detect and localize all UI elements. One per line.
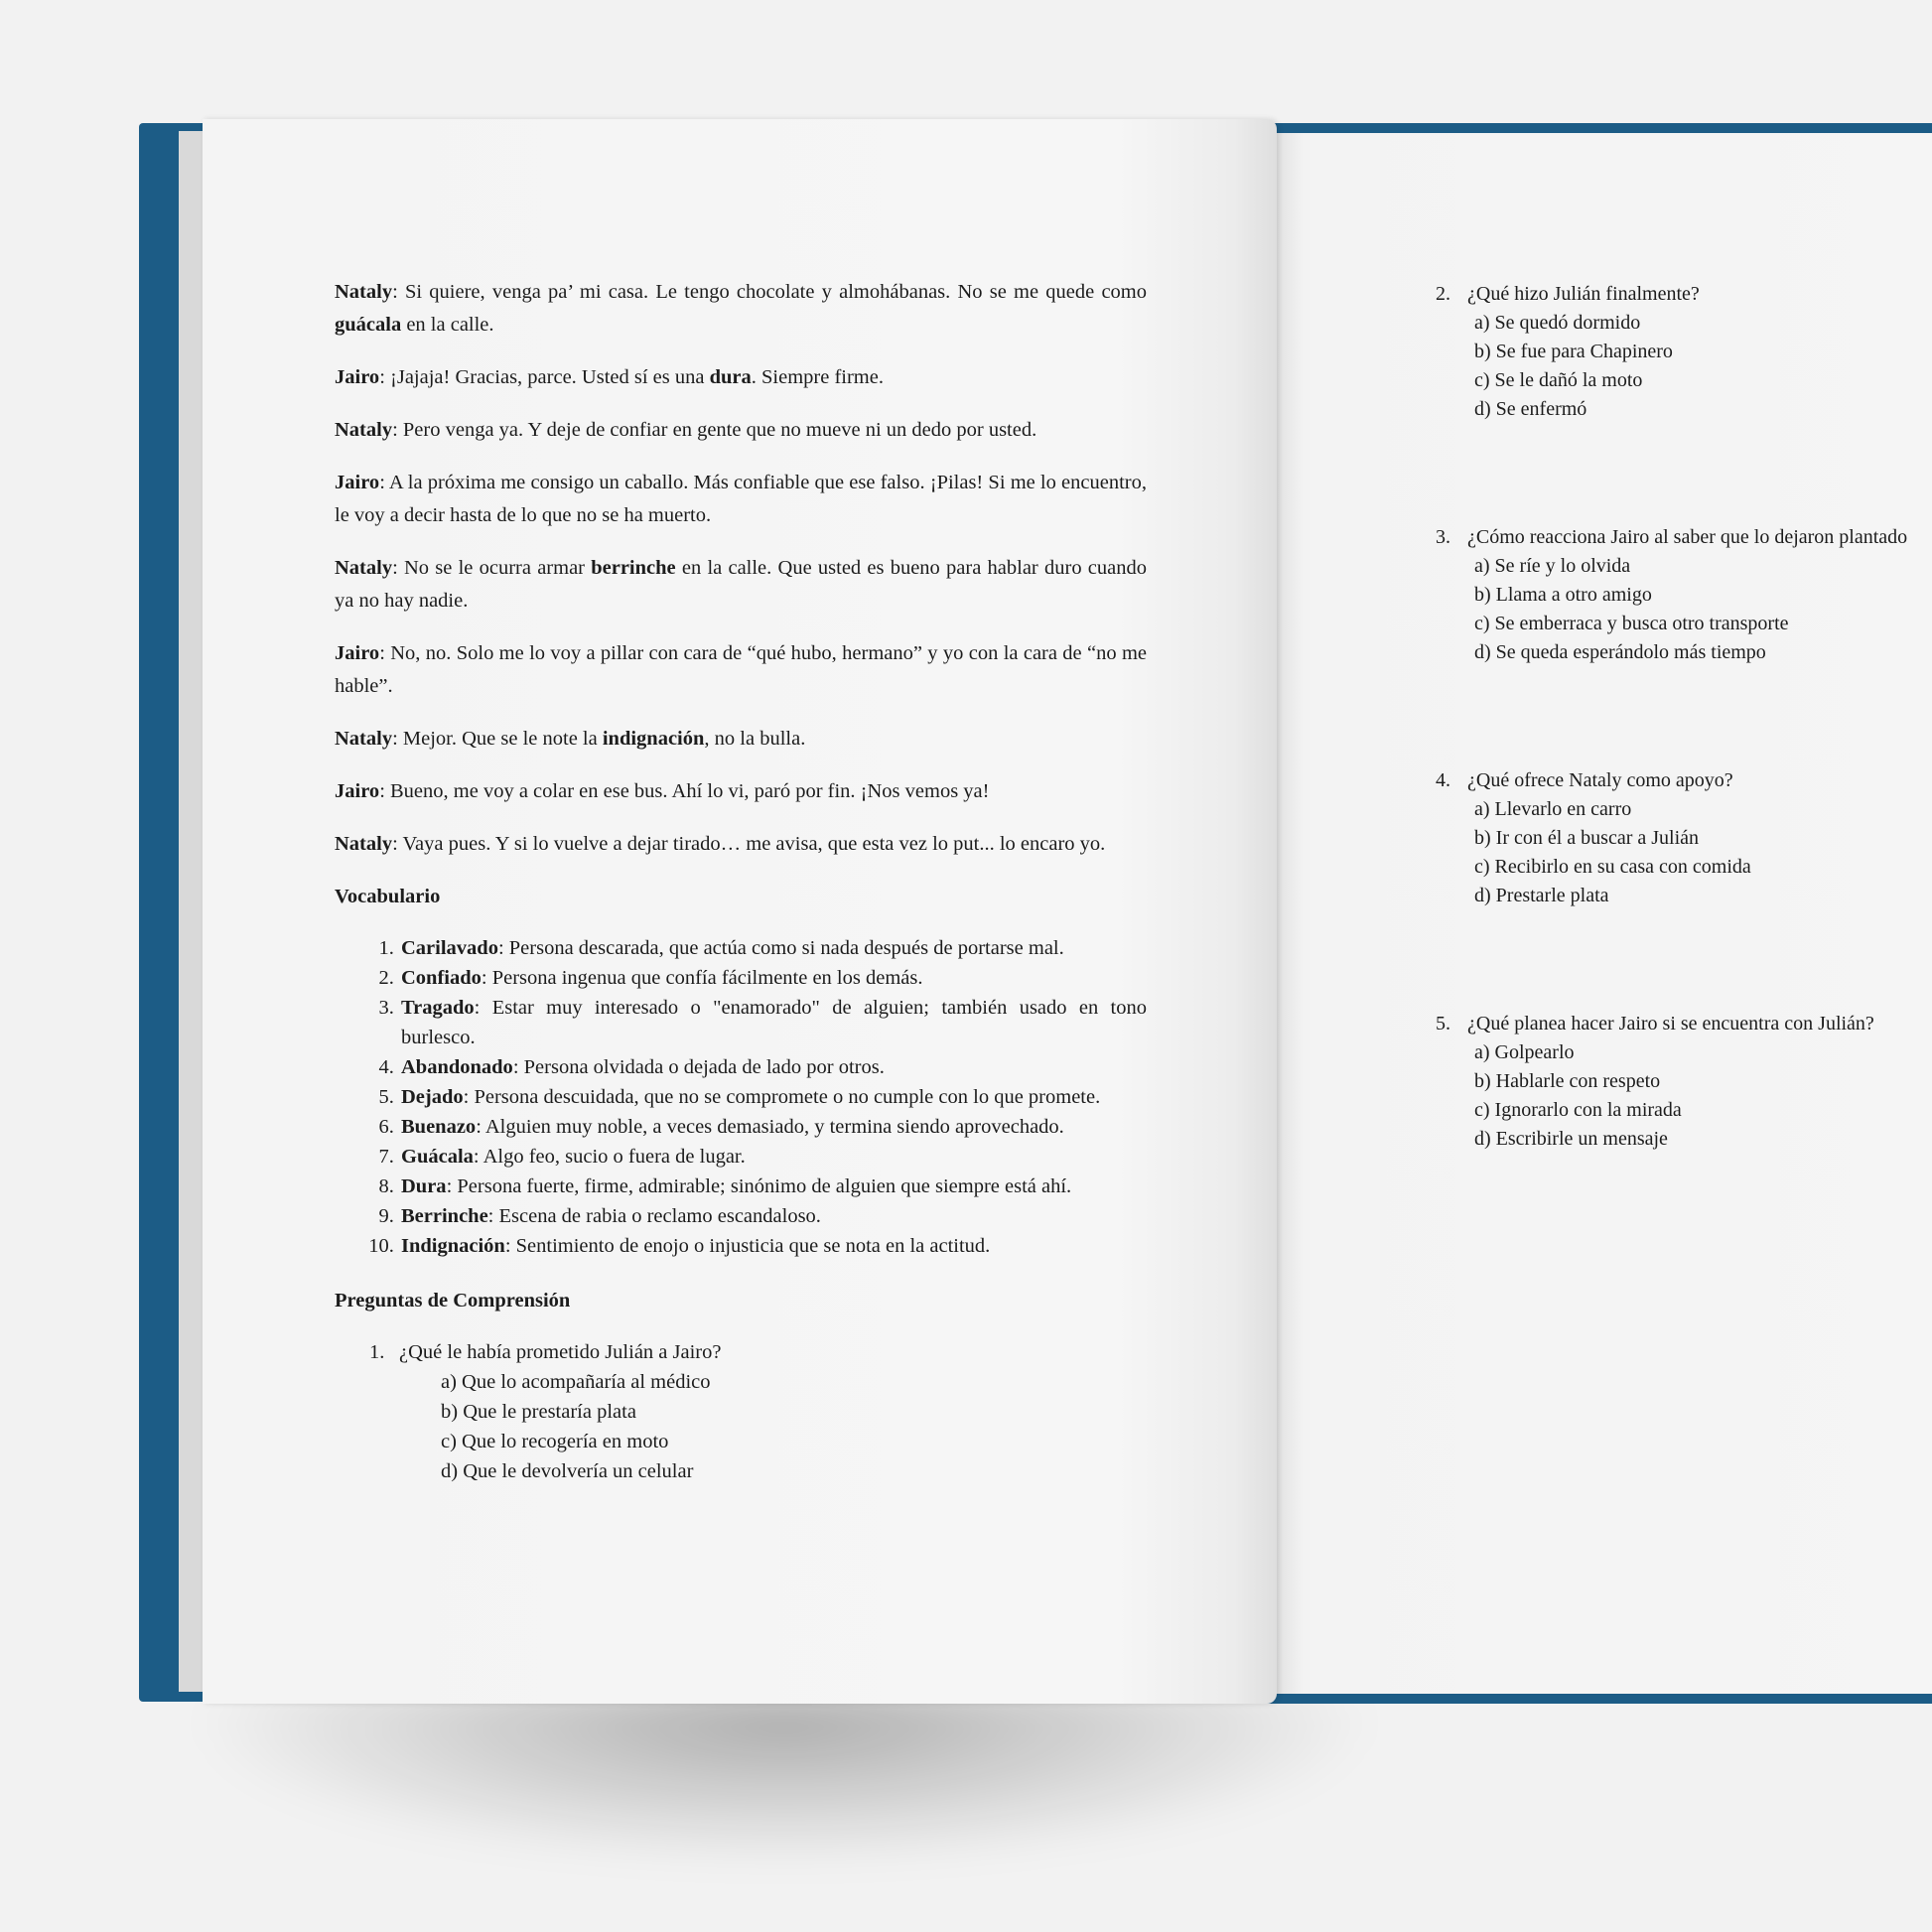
vocab-term-highlight: indignación xyxy=(602,728,705,750)
vocab-definition: : Alguien muy noble, a veces demasiado, y termina siendo aprovechado. xyxy=(476,1116,1064,1138)
vocab-term: Carilavado xyxy=(401,937,498,959)
question-option: a) Se ríe y lo olvida xyxy=(1474,555,1631,577)
vocab-term: Confiado xyxy=(401,967,482,989)
question-option: c) Recibirlo en su casa con comida xyxy=(1474,856,1751,878)
question-line xyxy=(1436,280,1932,309)
question-option: c) Se le dañó la moto xyxy=(1474,369,1643,391)
speaker-name: Nataly xyxy=(335,833,393,855)
question-option: b) Que le prestaría plata xyxy=(441,1401,636,1423)
question-option: b) Ir con él a buscar a Julián xyxy=(1474,827,1700,849)
question-text: ¿Qué le había prometido Julián a Jairo? xyxy=(399,1341,722,1363)
dialogue-line: Nataly: Pero venga ya. Y deje de confiar en gente que no mueve ni un dedo por usted. xyxy=(335,419,1037,441)
question-option: a) Llevarlo en carro xyxy=(1474,798,1632,820)
speaker-name: Nataly xyxy=(335,419,393,441)
speaker-name: Nataly xyxy=(335,281,393,303)
book-shadow xyxy=(189,1688,1380,1866)
vocab-item xyxy=(399,1172,1147,1201)
question-number: 3. xyxy=(1436,526,1450,548)
question-block xyxy=(335,1337,1147,1486)
vocab-term: Berrinche xyxy=(401,1205,488,1227)
vocab-item xyxy=(399,993,1147,1052)
vocab-term: Dura xyxy=(401,1175,447,1197)
question-number: 2. xyxy=(1436,283,1450,305)
vocab-item xyxy=(399,1052,1147,1082)
question-option: b) Hablarle con respeto xyxy=(1474,1070,1661,1092)
question-option: d) Que le devolvería un celular xyxy=(441,1460,694,1482)
question-option: d) Escribirle un mensaje xyxy=(1474,1128,1668,1150)
question-line xyxy=(1436,766,1932,795)
question-option: a) Se quedó dormido xyxy=(1474,312,1641,334)
dialogue-line: Jairo: Bueno, me voy a colar en ese bus. Ahí lo vi, paró por fin. ¡Nos vemos ya! xyxy=(335,780,990,802)
vocab-term: Buenazo xyxy=(401,1116,477,1138)
vocab-definition: : Persona fuerte, firme, admirable; sinónimo de alguien que siempre está ahí. xyxy=(446,1175,1072,1197)
vocab-definition: : Persona olvidada o dejada de lado por otros. xyxy=(512,1056,885,1078)
vocab-item xyxy=(399,1082,1147,1112)
question-line xyxy=(1436,523,1932,552)
question-number: 4. xyxy=(1436,769,1450,791)
vocab-definition: : Persona ingenua que confía fácilmente en los demás. xyxy=(481,967,923,989)
vocab-definition: : Persona descarada, que actúa como si nada después de portarse mal. xyxy=(497,937,1064,959)
vocab-term-highlight: dura xyxy=(709,366,752,388)
vocab-term-highlight: berrinche xyxy=(591,557,676,579)
question-text: ¿Qué ofrece Nataly como apoyo? xyxy=(1467,769,1733,791)
question-number: 1. xyxy=(369,1341,385,1363)
vocab-list xyxy=(335,933,1147,1261)
vocab-term: Abandonado xyxy=(401,1056,513,1078)
question-text: ¿Qué hizo Julián finalmente? xyxy=(1467,283,1700,305)
question-option: c) Ignorarlo con la mirada xyxy=(1474,1099,1682,1121)
question-option: a) Golpearlo xyxy=(1474,1041,1575,1063)
speaker-name: Jairo xyxy=(335,780,380,802)
question-option: c) Que lo recogería en moto xyxy=(441,1431,669,1452)
speaker-name: Nataly xyxy=(335,728,393,750)
question-option: d) Se queda esperándolo más tiempo xyxy=(1474,641,1766,663)
question-block xyxy=(1436,766,1932,910)
vocab-item xyxy=(399,1112,1147,1142)
vocab-item xyxy=(399,963,1147,993)
vocab-term: Tragado xyxy=(401,997,475,1019)
question-block xyxy=(1436,523,1932,667)
vocab-definition: : Sentimiento de enojo o injusticia que se nota en la actitud. xyxy=(504,1235,991,1257)
left-page-content xyxy=(335,276,1147,1486)
question-option: a) Que lo acompañaría al médico xyxy=(441,1371,711,1393)
questions-heading: Preguntas de Comprensión xyxy=(335,1290,571,1311)
vocab-definition: : Estar muy interesado o "enamorado" de alguien; también usado en tono burlesco. xyxy=(401,997,1147,1048)
dialogue-line: Jairo: No, no. Solo me lo voy a pillar con cara de “qué hubo, hermano” y yo con la cara de “no me hable”. xyxy=(335,642,1147,697)
vocab-heading: Vocabulario xyxy=(335,886,441,907)
speaker-name: Jairo xyxy=(335,366,380,388)
vocab-term: Dejado xyxy=(401,1086,464,1108)
dialogue-line: Nataly: No se le ocurra armar berrinche en la calle. Que usted es bueno para hablar duro cuando ya no hay nadie. xyxy=(335,557,1147,612)
vocab-definition: : Algo feo, sucio o fuera de lugar. xyxy=(473,1146,746,1168)
question-option: b) Se fue para Chapinero xyxy=(1474,341,1673,362)
speaker-name: Jairo xyxy=(335,642,380,664)
question-block xyxy=(1436,1010,1932,1154)
dialogue-line: Jairo: ¡Jajaja! Gracias, parce. Usted sí es una dura. Siempre firme. xyxy=(335,366,884,388)
vocab-term: Guácala xyxy=(401,1146,474,1168)
question-text: ¿Qué planea hacer Jairo si se encuentra con Julián? xyxy=(1467,1013,1874,1035)
vocab-item xyxy=(399,1201,1147,1231)
dialogue-line: Nataly: Si quiere, venga pa’ mi casa. Le tengo chocolate y almohábanas. No se me quede como guácala en la calle. xyxy=(335,281,1147,336)
speaker-name: Jairo xyxy=(335,472,380,493)
vocab-item xyxy=(399,1142,1147,1172)
dialogue-line: Jairo: A la próxima me consigo un caballo. Más confiable que ese falso. ¡Pilas! Si me lo encuentro, le voy a decir hasta de lo que no se ha muerto. xyxy=(335,472,1147,526)
vocab-definition: : Persona descuidada, que no se compromete o no cumple con lo que promete. xyxy=(463,1086,1101,1108)
vocab-definition: : Escena de rabia o reclamo escandaloso. xyxy=(487,1205,821,1227)
dialogue-line: Nataly: Vaya pues. Y si lo vuelve a dejar tirado… me avisa, que esta vez lo put... lo encaro yo. xyxy=(335,833,1106,855)
right-page-content xyxy=(1436,280,1932,1253)
speaker-name: Nataly xyxy=(335,557,393,579)
question-text: ¿Cómo reacciona Jairo al saber que lo dejaron plantado xyxy=(1467,526,1908,548)
vocab-term: Indignación xyxy=(401,1235,505,1257)
dialogue-line: Nataly: Mejor. Que se le note la indignación, no la bulla. xyxy=(335,728,806,750)
vocab-term-highlight: guácala xyxy=(335,314,402,336)
vocab-item xyxy=(399,1231,1147,1261)
question-line xyxy=(1436,1010,1932,1038)
question-block xyxy=(1436,280,1932,424)
question-option: b) Llama a otro amigo xyxy=(1474,584,1652,606)
question-number: 5. xyxy=(1436,1013,1450,1035)
question-option: d) Prestarle plata xyxy=(1474,885,1609,906)
question-line xyxy=(369,1337,1147,1367)
vocab-item xyxy=(399,933,1147,963)
question-option: d) Se enfermó xyxy=(1474,398,1587,420)
question-option: c) Se emberraca y busca otro transporte xyxy=(1474,613,1789,634)
